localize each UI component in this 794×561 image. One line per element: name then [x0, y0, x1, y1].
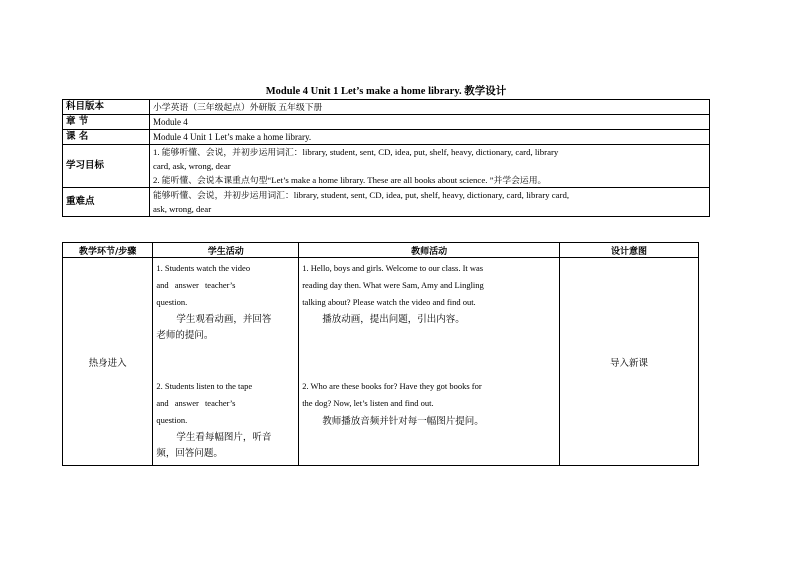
- text-line: talking about? Please watch the video and find out.: [302, 297, 476, 307]
- text-line: 播放动画，提出问题，引出内容。: [322, 314, 465, 325]
- info-label: 课 名: [63, 130, 150, 145]
- text-line: and answer teacher’s: [156, 398, 236, 408]
- teacher-step-1-zh: [302, 312, 556, 328]
- header-student-activity: 学生活动: [153, 243, 299, 258]
- stage-cell: 热身进入: [63, 258, 153, 466]
- objective-line: 2. 能听懂、会说本课重点句型“Let’s make a home library. These are all books about science. ”并学会运用。: [153, 175, 547, 185]
- header-stage: 教学环节/步骤: [63, 243, 153, 258]
- teacher-step-1: [302, 260, 556, 311]
- text-line: 2. Students listen to the tape: [156, 381, 253, 391]
- design-intent-cell: 导入新课: [560, 258, 699, 466]
- info-row-version: [63, 100, 710, 115]
- info-value-multiline: [150, 188, 710, 217]
- info-row-key-points: [63, 188, 710, 217]
- header-design-intent: 设计意图: [560, 243, 699, 258]
- student-step-2-zh: [156, 430, 295, 462]
- text-line: and answer teacher’s: [156, 280, 236, 290]
- text-line: reading day then. What were Sam, Amy and Lingling: [302, 280, 484, 290]
- text-line: 1. Hello, boys and girls. Welcome to our class. It was: [302, 263, 484, 273]
- info-value: Module 4: [150, 115, 710, 130]
- info-label: 重难点: [63, 188, 150, 217]
- info-row-lesson: [63, 130, 710, 145]
- info-label: 学习目标: [63, 145, 150, 188]
- info-value: 小学英语（三年级起点）外研版 五年级下册: [150, 100, 710, 115]
- activity-table: [62, 242, 699, 466]
- text-line: 学生看每幅图片，听音: [176, 432, 272, 443]
- course-info-table: [62, 99, 710, 217]
- student-step-2: [156, 378, 295, 429]
- text-line: 教师播放音频并针对每一幅图片提问。: [322, 416, 484, 427]
- text-line: [156, 260, 295, 277]
- student-step-1-zh: [156, 312, 295, 344]
- objective-line: card, ask, wrong, dear: [153, 161, 231, 171]
- header-teacher-activity: 教师活动: [299, 243, 560, 258]
- objective-line: 1. 能够听懂、会说，并初步运用词汇：library, student, sent, CD, idea, put, shelf, heavy, dictionary, card, library: [153, 147, 559, 157]
- teacher-step-2: [302, 378, 556, 412]
- text-line: 频，回答问题。: [156, 448, 223, 459]
- student-step-1: [156, 260, 295, 311]
- info-value: Module 4 Unit 1 Let’s make a home library.: [150, 130, 710, 145]
- text-span: 1. Students watch the video: [156, 263, 251, 273]
- text-line: 学生观看动画，并回答: [176, 314, 272, 325]
- activity-row-warm-up: [63, 258, 699, 466]
- info-row-chapter: [63, 115, 710, 130]
- info-label: 科目版本: [63, 100, 150, 115]
- student-activity-cell: [153, 258, 299, 466]
- text-line: the dog? Now, let’s listen and find out.: [302, 398, 434, 408]
- key-point-line: ask, wrong, dear: [153, 204, 212, 214]
- text-line: 2. Who are these books for? Have they got books for: [302, 381, 482, 391]
- info-label: 章 节: [63, 115, 150, 130]
- text-line: 老师的提问。: [156, 330, 214, 341]
- text-line: question.: [156, 415, 188, 425]
- page-title: Module 4 Unit 1 Let’s make a home library. 教学设计: [265, 86, 507, 97]
- key-point-line: 能够听懂、会说，并初步运用词汇：library, student, sent, CD, idea, put, shelf, heavy, dictionary, card, library card,: [153, 190, 570, 200]
- teacher-activity-cell: [299, 258, 560, 466]
- info-value-multiline: [150, 145, 710, 188]
- teacher-step-2-zh: [302, 414, 556, 430]
- activity-header-row: [63, 243, 699, 258]
- info-row-objectives: [63, 145, 710, 188]
- text-line: question.: [156, 297, 188, 307]
